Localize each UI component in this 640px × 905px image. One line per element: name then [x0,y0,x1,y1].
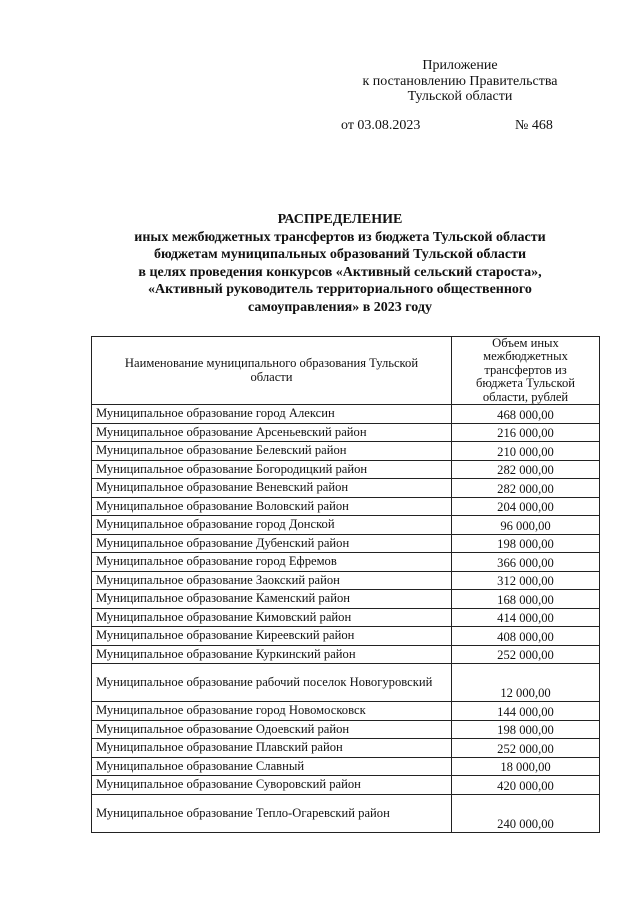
municipality-name: Муниципальное образование Славный [92,757,452,776]
transfer-amount: 312 000,00 [452,571,600,590]
column-header-amount: Объем иных межбюджетных трансфертов из бюджета Тульской области, рублей [452,337,600,405]
table-row [92,590,600,609]
transfer-amount: 18 000,00 [452,757,600,776]
table-row [92,739,600,758]
table-row [92,516,600,535]
transfer-amount: 468 000,00 [452,405,600,424]
appendix-block [340,58,580,105]
transfer-amount: 414 000,00 [452,608,600,627]
municipality-name: Муниципальное образование Киреевский район [92,627,452,646]
municipality-name: Муниципальное образование Дубенский район [92,534,452,553]
municipality-name: Муниципальное образование город Ефремов [92,553,452,572]
table-row [92,571,600,590]
transfer-amount: 252 000,00 [452,739,600,758]
municipality-name: Муниципальное образование Куркинский район [92,645,452,664]
municipality-name: Муниципальное образование город Донской [92,516,452,535]
transfer-amount: 12 000,00 [452,664,600,702]
transfer-amount: 96 000,00 [452,516,600,535]
table-row [92,497,600,516]
transfer-amount: 168 000,00 [452,590,600,609]
municipality-name: Муниципальное образование Суворовский район [92,776,452,795]
table-body [92,405,600,833]
table-row [92,702,600,721]
municipality-name: Муниципальное образование Арсеньевский район [92,423,452,442]
municipality-name: Муниципальное образование Заокский район [92,571,452,590]
table-row [92,664,600,702]
column-header-name: Наименование муниципального образования Тульской области [92,337,452,405]
transfer-amount: 198 000,00 [452,534,600,553]
transfer-amount: 210 000,00 [452,442,600,461]
municipality-name: Муниципальное образование Плавский район [92,739,452,758]
transfer-amount: 408 000,00 [452,627,600,646]
municipality-name: Муниципальное образование Кимовский район [92,608,452,627]
title-line: бюджетам муниципальных образований Тульской области [153,247,527,263]
table-row [92,720,600,739]
table-row [92,776,600,795]
order-number: № 468 [515,118,553,133]
table-row [92,794,600,832]
appendix-line: Тульской области [407,89,513,104]
transfer-amount: 420 000,00 [452,776,600,795]
municipality-name: Муниципальное образование Воловский район [92,497,452,516]
title-line: иных межбюджетных трансфертов из бюджета Тульской области [134,229,546,245]
table-row [92,460,600,479]
transfer-amount: 282 000,00 [452,460,600,479]
table-row [92,553,600,572]
table-row [92,423,600,442]
title-line: «Активный руководитель территориального общественного [148,282,532,298]
transfer-amount: 282 000,00 [452,479,600,498]
table-row [92,608,600,627]
transfer-amount: 240 000,00 [452,794,600,832]
table-row [92,757,600,776]
municipality-name: Муниципальное образование Каменский район [92,590,452,609]
transfer-amount: 366 000,00 [452,553,600,572]
title-line: самоуправления» в 2023 году [248,299,432,315]
municipality-name: Муниципальное образование рабочий поселок Новогуровский [92,664,452,702]
table-row [92,405,600,424]
municipality-name: Муниципальное образование Тепло-Огаревский район [92,794,452,832]
municipality-name: Муниципальное образование город Новомосковск [92,702,452,721]
appendix-line: Приложение [422,58,498,73]
table-row [92,442,600,461]
transfer-amount: 198 000,00 [452,720,600,739]
document-title [90,211,590,317]
municipality-name: Муниципальное образование Одоевский район [92,720,452,739]
order-date: от 03.08.2023 [341,118,421,133]
transfer-amount: 144 000,00 [452,702,600,721]
table-row [92,479,600,498]
title-line: в целях проведения конкурсов «Активный сельский староста», [138,264,542,280]
table-row [92,645,600,664]
transfer-amount: 204 000,00 [452,497,600,516]
table-row [92,534,600,553]
distribution-table [91,336,600,833]
transfer-amount: 252 000,00 [452,645,600,664]
title-line: РАСПРЕДЕЛЕНИЕ [277,212,403,227]
appendix-line: к постановлению Правительства [362,73,558,89]
municipality-name: Муниципальное образование Веневский район [92,479,452,498]
municipality-name: Муниципальное образование город Алексин [92,405,452,424]
municipality-name: Муниципальное образование Богородицкий район [92,460,452,479]
table-header-row [92,337,600,405]
municipality-name: Муниципальное образование Белевский район [92,442,452,461]
table-row [92,627,600,646]
transfer-amount: 216 000,00 [452,423,600,442]
